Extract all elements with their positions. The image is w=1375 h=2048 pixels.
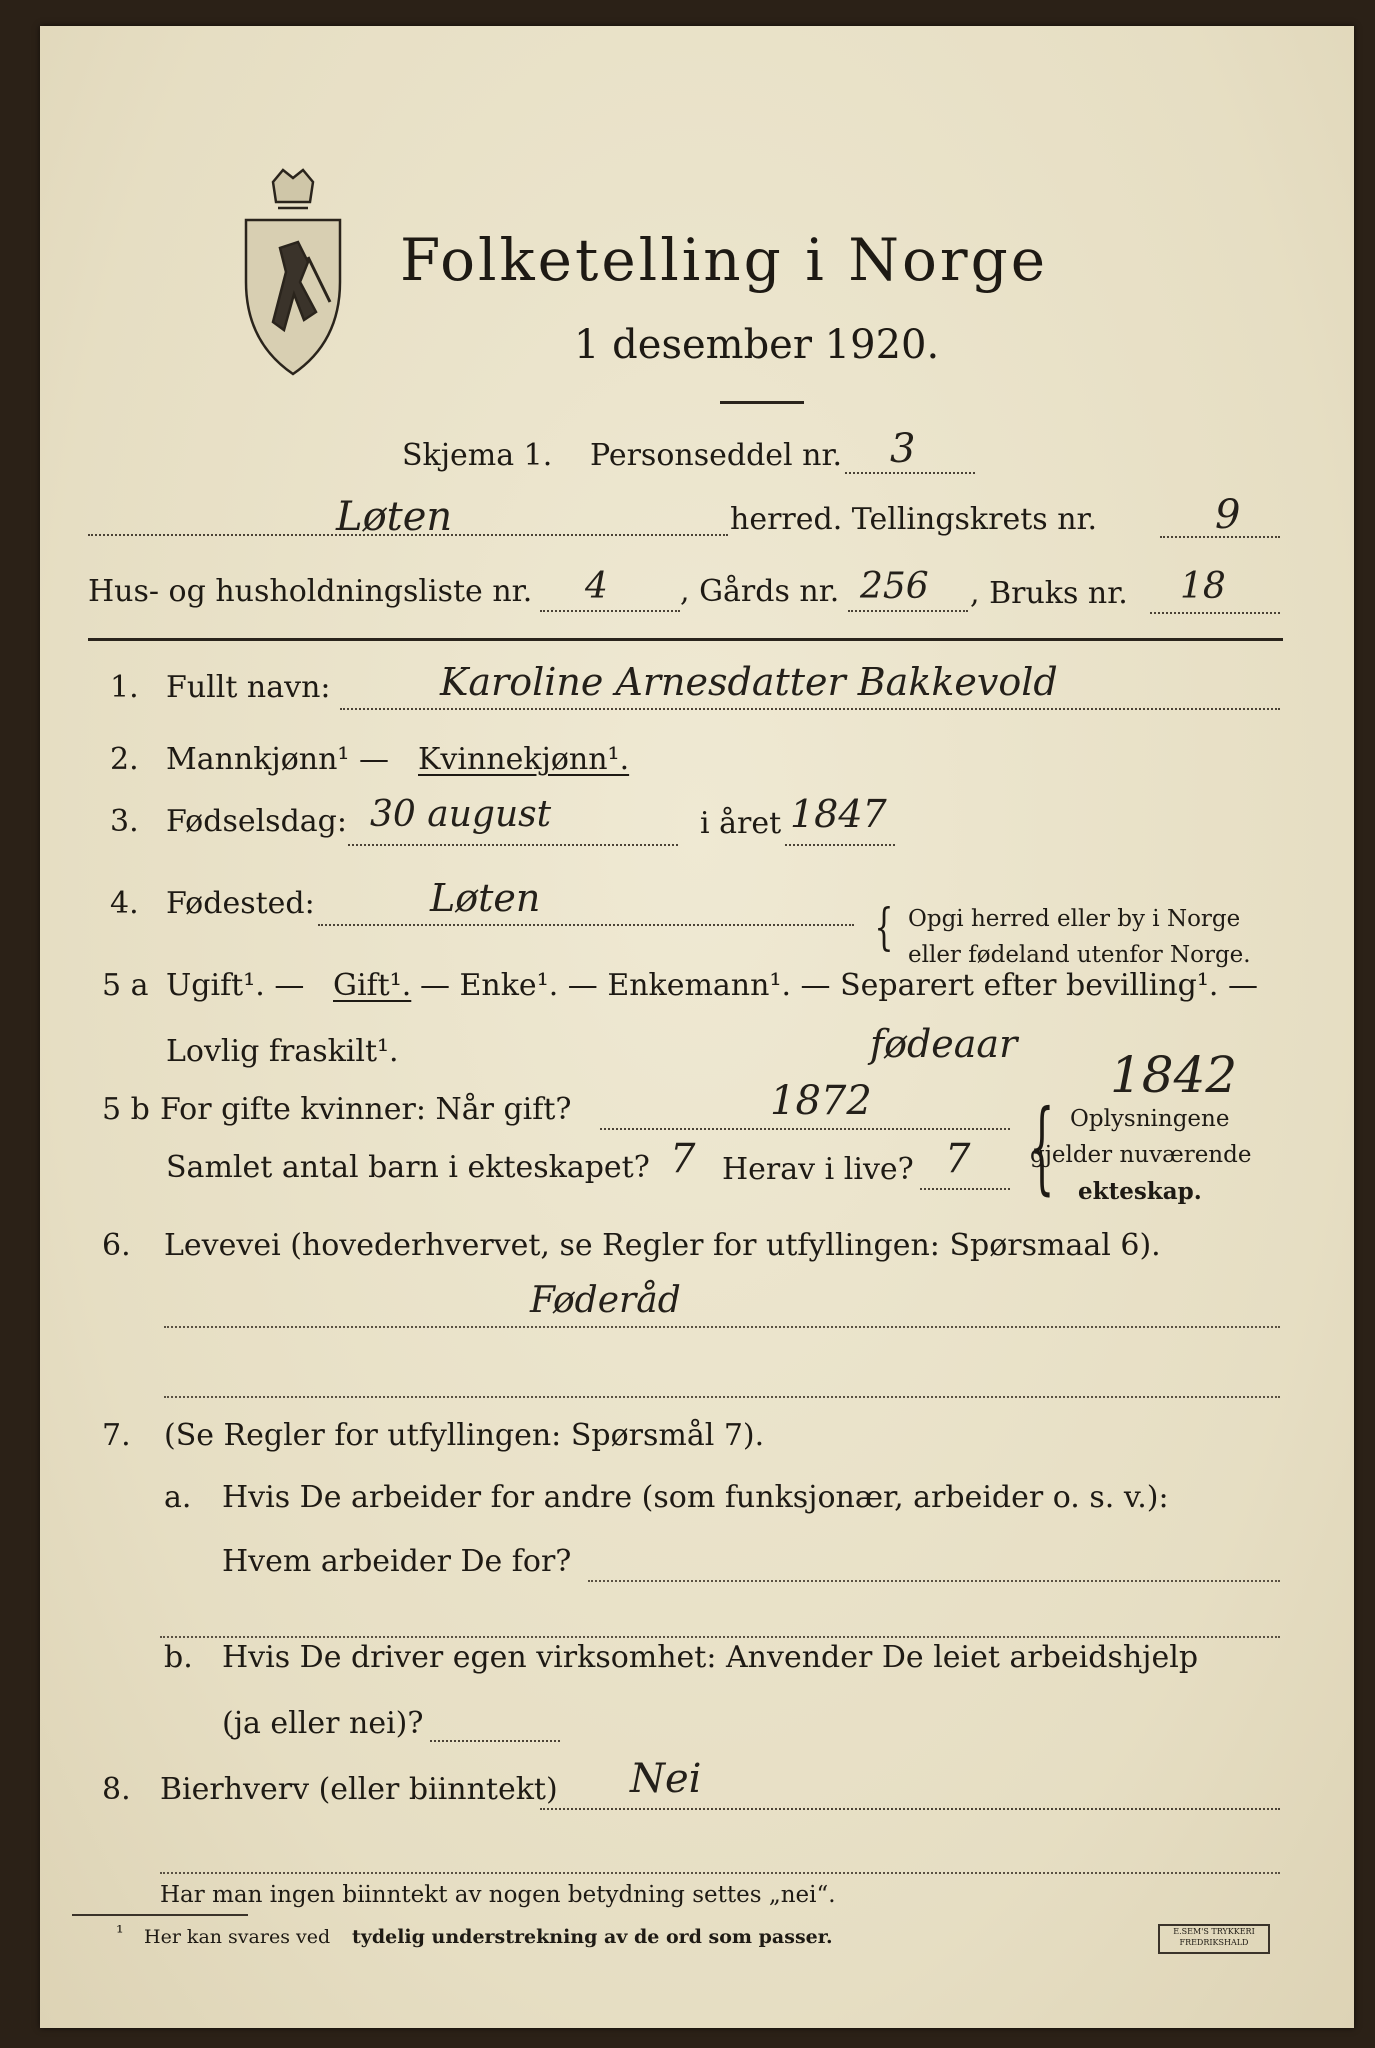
hus-value[interactable]: 4 — [585, 566, 608, 607]
personseddel-value[interactable]: 3 — [890, 426, 916, 472]
q6-label: Levevei (hovederhvervet, se Regler for utfyllingen: Spørsmaal 6). — [164, 1228, 1161, 1263]
coat-of-arms-icon — [238, 162, 348, 382]
q1-value[interactable]: Karoline Arnesdatter Bakkevold — [440, 660, 1058, 704]
q5b-children-value[interactable]: 7 — [670, 1136, 696, 1182]
q1-number: 1. — [110, 670, 139, 705]
q7a-line1: Hvis De arbeider for andre (som funksjonær, arbeider o. s. v.): — [222, 1480, 1169, 1515]
q1-label: Fullt navn: — [166, 670, 331, 705]
q1-line — [340, 708, 1280, 710]
q5b-alive-line — [920, 1188, 1010, 1190]
q6-value[interactable]: Føderåd — [530, 1280, 681, 1321]
footer-note: Har man ingen biinntekt av nogen betydning settes „nei“. — [160, 1882, 836, 1908]
q3-line — [348, 844, 678, 846]
bruks-label: , Bruks nr. — [970, 576, 1128, 611]
q5b-line2-label: Samlet antal barn i ekteskapet? — [166, 1150, 650, 1185]
q5b-alive-label: Herav i live? — [722, 1152, 914, 1187]
q3-year-label: i året — [700, 806, 782, 841]
bruks-line — [1150, 612, 1280, 614]
skjema-label: Skjema 1. — [402, 438, 553, 473]
q4-value[interactable]: Løten — [430, 876, 541, 920]
q5b-number: 5 b — [102, 1092, 150, 1127]
q7a-line2: Hvem arbeider De for? — [222, 1544, 572, 1579]
bruks-value[interactable]: 18 — [1180, 566, 1226, 607]
q4-line — [318, 924, 854, 926]
q4-label: Fødested: — [166, 886, 315, 921]
q3-year-value[interactable]: 1847 — [790, 792, 887, 836]
gards-line — [848, 610, 968, 612]
q3-value[interactable]: 30 august — [370, 794, 552, 835]
q5b-line1-label: For gifte kvinner: Når gift? — [160, 1092, 572, 1127]
q5b-married-value[interactable]: 1872 — [770, 1078, 872, 1124]
q3-number: 3. — [110, 804, 139, 839]
footnote-bold: tydelig understrekning av de ord som passer. — [352, 1926, 833, 1948]
q5b-note-2: gjelder nuværende — [1030, 1142, 1252, 1168]
q5b-married-line — [600, 1128, 1010, 1130]
hus-line — [540, 610, 680, 612]
footnote-mark: ¹ — [116, 1922, 124, 1944]
q5a-ugift: Ugift¹. — — [166, 968, 305, 1003]
form-title: Folketelling i Norge — [400, 226, 1049, 294]
q5b-note-3: ekteskap. — [1078, 1178, 1202, 1205]
q7b-letter: b. — [164, 1640, 193, 1675]
hus-label: Hus- og husholdningsliste nr. — [88, 574, 533, 609]
q6-line-1 — [164, 1326, 1280, 1328]
census-form — [40, 26, 1354, 2028]
q7a-letter: a. — [164, 1480, 192, 1515]
q4-number: 4. — [110, 886, 139, 921]
q4-note-2: eller fødeland utenfor Norge. — [908, 942, 1251, 968]
printer-line-2: FREDRIKSHALD — [1179, 1938, 1249, 1947]
personseddel-line — [845, 472, 975, 474]
q5b-note-1: Oplysningene — [1070, 1106, 1230, 1132]
q5a-gift-selected[interactable]: Gift¹. — [333, 968, 412, 1003]
q5a-hand-note: fødeaar — [870, 1022, 1018, 1066]
title-divider — [720, 401, 804, 404]
q7-number: 7. — [102, 1418, 131, 1453]
q8-line — [540, 1808, 1280, 1810]
personseddel-label: Personseddel nr. — [590, 438, 843, 473]
q5a-number: 5 a — [102, 968, 149, 1003]
q8-number: 8. — [102, 1772, 131, 1807]
q7b-line2: (ja eller nei)? — [222, 1706, 424, 1741]
q2-number: 2. — [110, 742, 139, 777]
q5b-alive-value[interactable]: 7 — [945, 1136, 971, 1182]
q5a-rest: — Enke¹. — Enkemann¹. — Separert efter bevilling¹. — — [420, 968, 1258, 1003]
q8-line-2 — [160, 1872, 1280, 1874]
q7b-line1: Hvis De driver egen virksomhet: Anvender De leiet arbeidshjelp — [222, 1640, 1199, 1675]
census-date: 1 desember 1920. — [574, 322, 940, 368]
q4-brace: { — [874, 898, 894, 956]
q5a-line2: Lovlig fraskilt¹. — [166, 1034, 399, 1069]
q2-male: Mannkjønn¹ — — [166, 742, 389, 777]
q6-line-2 — [164, 1396, 1280, 1398]
q7-label: (Se Regler for utfyllingen: Spørsmål 7). — [164, 1418, 765, 1453]
herred-value[interactable]: Løten — [336, 494, 453, 540]
footnote-rule — [72, 1914, 248, 1916]
q8-label: Bierhverv (eller biinntekt) — [160, 1772, 558, 1807]
q4-note-1: Opgi herred eller by i Norge — [908, 906, 1241, 932]
q7b-answer-line[interactable] — [430, 1740, 560, 1742]
footnote-plain: Her kan svares ved — [144, 1926, 331, 1948]
gards-label: , Gårds nr. — [680, 574, 840, 609]
q6-number: 6. — [102, 1228, 131, 1263]
q7a-answer-line-2[interactable] — [160, 1636, 1280, 1638]
tellingskrets-value[interactable]: 9 — [1215, 492, 1241, 538]
q2-female-selected[interactable]: Kvinnekjønn¹. — [418, 742, 630, 777]
gards-value[interactable]: 256 — [860, 566, 929, 607]
q8-value[interactable]: Nei — [630, 1756, 702, 1802]
q3-year-line — [785, 844, 895, 846]
q3-label: Fødselsdag: — [166, 804, 347, 839]
herred-label: herred. Tellingskrets nr. — [730, 502, 1098, 537]
q5a-hand-year: 1842 — [1110, 1046, 1238, 1104]
q7a-answer-line[interactable] — [588, 1580, 1280, 1582]
q5b-brace: { — [1029, 1088, 1055, 1205]
printer-stamp — [1158, 1924, 1270, 1954]
header-rule — [88, 638, 1283, 641]
printer-line-1: E.SEM'S TRYKKERI — [1173, 1927, 1255, 1936]
